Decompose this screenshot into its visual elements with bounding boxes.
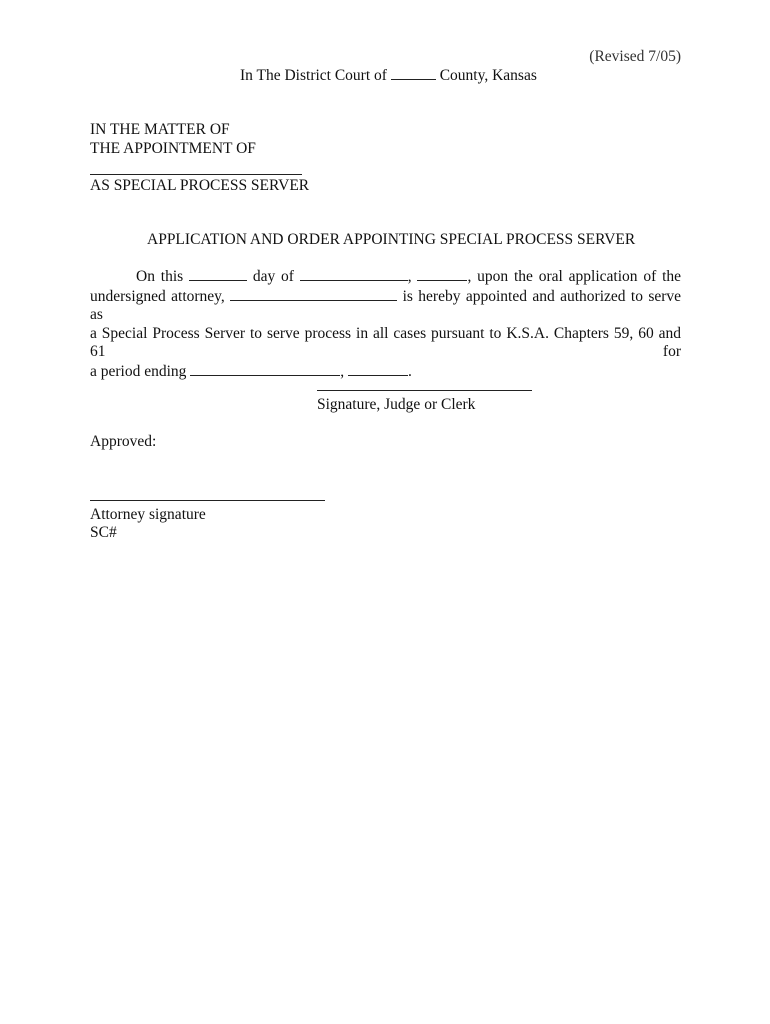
county-blank[interactable] (391, 66, 436, 80)
day-of-text: day of (252, 268, 294, 285)
case-caption (90, 120, 256, 158)
approved-label: Approved: (90, 433, 157, 450)
day-blank[interactable] (189, 267, 247, 281)
revision-note: (Revised 7/05) (589, 48, 681, 65)
appointee-blank[interactable] (230, 287, 397, 301)
paragraph-line-2 (90, 287, 681, 325)
end-date-blank[interactable] (190, 362, 340, 376)
comma-text-2: , (340, 362, 345, 380)
judge-signature-line[interactable] (317, 390, 532, 391)
court-heading-suffix: County, Kansas (439, 67, 537, 84)
month-blank[interactable] (300, 267, 408, 281)
end-year-blank[interactable] (348, 362, 408, 376)
paragraph-line-4 (90, 362, 681, 382)
on-this-text: On this (136, 268, 184, 285)
year-blank[interactable] (417, 267, 467, 281)
attorney-signature-line[interactable] (90, 500, 325, 501)
paragraph-line-3: a Special Process Server to serve process in all cases pursuant to K.S.A. Chapters 59, 60 and 61 for (90, 324, 681, 361)
oral-application-text: , upon the oral application of the (467, 268, 682, 285)
court-heading (240, 66, 537, 85)
form-title: APPLICATION AND ORDER APPOINTING SPECIAL PROCESS SERVER (147, 231, 636, 248)
appointed-text: is hereby appointed and authorized to serve as (90, 287, 682, 324)
server-name-blank[interactable] (90, 174, 302, 175)
paragraph-line-1 (90, 267, 681, 287)
caption-line-appointment: THE APPOINTMENT OF (90, 140, 256, 157)
attorney-signature-label: Attorney signature (90, 506, 206, 523)
sc-number-label: SC# (90, 524, 117, 541)
judge-signature-label: Signature, Judge or Clerk (317, 396, 476, 413)
comma-text: , (407, 268, 412, 285)
period-ending-text: a period ending (90, 362, 187, 380)
undersigned-text: undersigned attorney, (90, 287, 225, 305)
court-heading-prefix: In The District Court of (240, 67, 387, 84)
order-paragraph (90, 267, 681, 382)
period-text: . (408, 362, 412, 380)
caption-line-server: AS SPECIAL PROCESS SERVER (90, 177, 310, 194)
caption-line-matter: IN THE MATTER OF (90, 121, 230, 138)
